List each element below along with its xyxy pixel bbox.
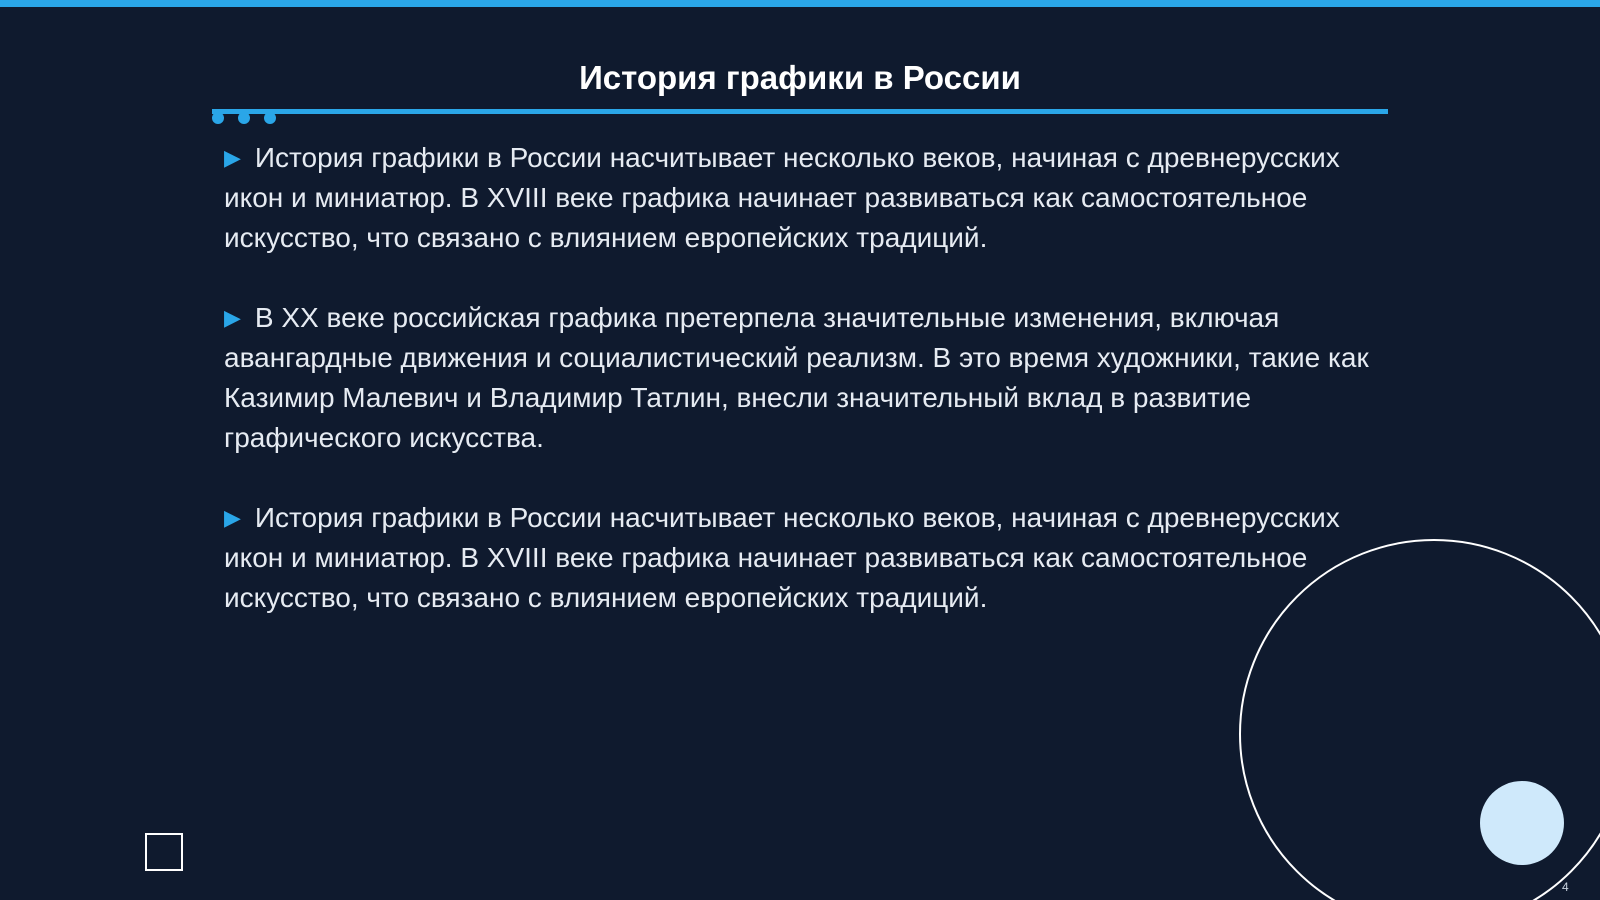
bullet-paragraph	[224, 298, 1374, 458]
bullet-arrow-icon: ▶	[224, 145, 241, 170]
bullet-paragraph	[224, 138, 1374, 258]
decorative-square	[145, 833, 183, 871]
slide-title: История графики в России	[579, 59, 1021, 96]
paragraph-text: История графики в России насчитывает несколько веков, начиная с древнерусских икон и миниатюр. В XVIII веке графика начинает развиваться как самостоятельное искусство, что связано с влиянием европейских традиций.	[224, 502, 1340, 613]
decorative-circle-filled	[1480, 781, 1564, 865]
decorative-dot	[212, 112, 224, 124]
paragraph-text: В XX веке российская графика претерпела значительные изменения, включая авангардные движения и социалистический реализм. В это время художники, такие как Казимир Малевич и Владимир Татлин, внесли значительный вклад в развитие графического искусства.	[224, 302, 1369, 453]
top-accent-bar	[0, 0, 1600, 7]
bullet-arrow-icon: ▶	[224, 305, 241, 330]
decorative-dot	[238, 112, 250, 124]
bullet-arrow-icon: ▶	[224, 505, 241, 530]
title-underline	[212, 109, 1388, 114]
slide-content	[224, 138, 1374, 658]
page-number: 4	[1562, 880, 1569, 894]
paragraph-text: История графики в России насчитывает несколько веков, начиная с древнерусских икон и миниатюр. В XVIII веке графика начинает развиваться как самостоятельное искусство, что связано с влиянием европейских традиций.	[224, 142, 1340, 253]
decorative-dot	[264, 112, 276, 124]
bullet-paragraph	[224, 498, 1374, 618]
